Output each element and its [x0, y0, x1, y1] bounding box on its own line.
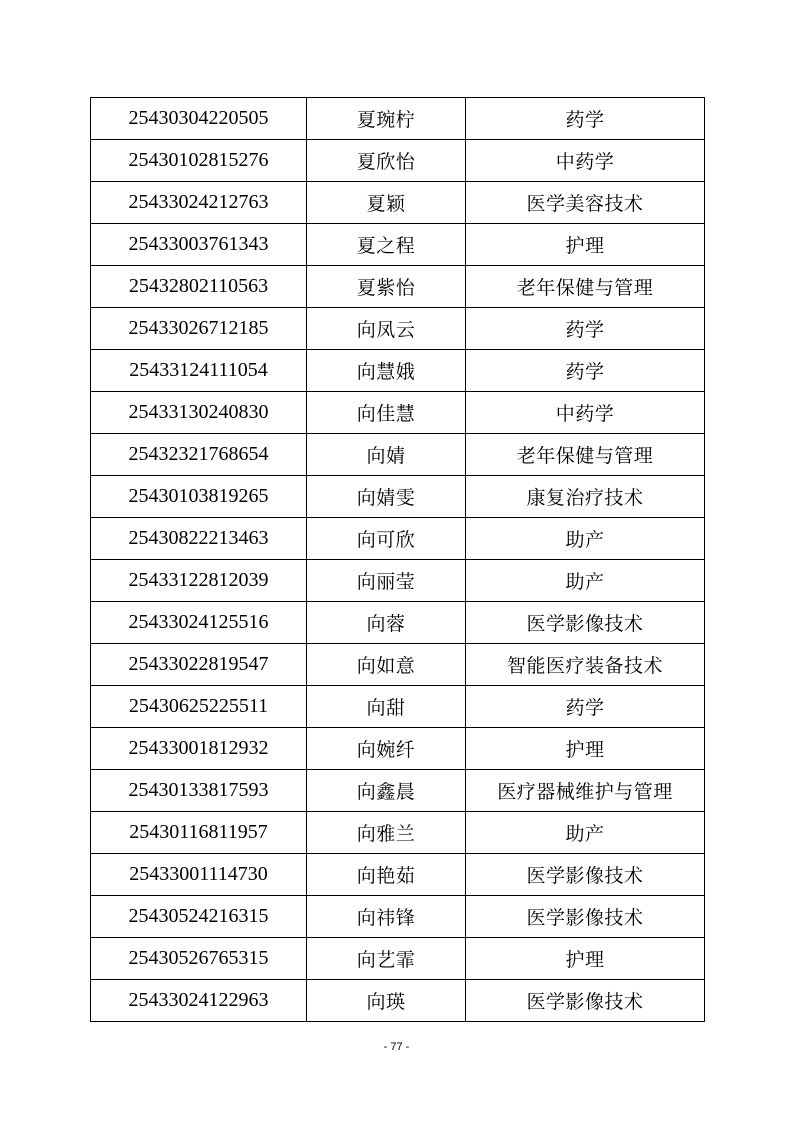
exam-id-cell: 25433130240830: [91, 392, 307, 434]
major-cell: 中药学: [466, 140, 705, 182]
table-row: [91, 182, 705, 224]
student-name-cell: 夏欣怡: [307, 140, 466, 182]
exam-id-cell: 25433124111054: [91, 350, 307, 392]
exam-id-cell: 25430526765315: [91, 938, 307, 980]
student-name-cell: 向婉纤: [307, 728, 466, 770]
roster-body: [91, 98, 705, 1022]
table-row: [91, 980, 705, 1022]
major-cell: 护理: [466, 728, 705, 770]
major-cell: 医学影像技术: [466, 602, 705, 644]
exam-id-cell: 25432802110563: [91, 266, 307, 308]
major-cell: 助产: [466, 518, 705, 560]
exam-id-cell: 25430116811957: [91, 812, 307, 854]
table-row: [91, 896, 705, 938]
table-row: [91, 518, 705, 560]
exam-id-cell: 25430304220505: [91, 98, 307, 140]
table-row: [91, 854, 705, 896]
table-row: [91, 728, 705, 770]
exam-id-cell: 25430625225511: [91, 686, 307, 728]
student-name-cell: 向鑫晨: [307, 770, 466, 812]
exam-id-cell: 25433024125516: [91, 602, 307, 644]
exam-id-cell: 25430822213463: [91, 518, 307, 560]
table-row: [91, 224, 705, 266]
major-cell: 医学美容技术: [466, 182, 705, 224]
student-name-cell: 向甜: [307, 686, 466, 728]
exam-id-cell: 25432321768654: [91, 434, 307, 476]
major-cell: 助产: [466, 560, 705, 602]
exam-id-cell: 25430103819265: [91, 476, 307, 518]
student-name-cell: 向艺霏: [307, 938, 466, 980]
student-name-cell: 向蓉: [307, 602, 466, 644]
student-roster-table: [90, 97, 705, 1022]
major-cell: 药学: [466, 350, 705, 392]
student-name-cell: 向雅兰: [307, 812, 466, 854]
table-row: [91, 644, 705, 686]
student-name-cell: 向如意: [307, 644, 466, 686]
table-row: [91, 98, 705, 140]
major-cell: 老年保健与管理: [466, 434, 705, 476]
major-cell: 老年保健与管理: [466, 266, 705, 308]
table-row: [91, 476, 705, 518]
exam-id-cell: 25433122812039: [91, 560, 307, 602]
major-cell: 医学影像技术: [466, 896, 705, 938]
student-name-cell: 向丽莹: [307, 560, 466, 602]
table-row: [91, 140, 705, 182]
major-cell: 药学: [466, 686, 705, 728]
student-name-cell: 夏之程: [307, 224, 466, 266]
student-name-cell: 向佳慧: [307, 392, 466, 434]
table-row: [91, 686, 705, 728]
student-name-cell: 向慧娥: [307, 350, 466, 392]
table-row: [91, 938, 705, 980]
exam-id-cell: 25430133817593: [91, 770, 307, 812]
major-cell: 药学: [466, 98, 705, 140]
table-row: [91, 266, 705, 308]
student-name-cell: 向婧: [307, 434, 466, 476]
student-name-cell: 夏颖: [307, 182, 466, 224]
exam-id-cell: 25433003761343: [91, 224, 307, 266]
student-name-cell: 向婧雯: [307, 476, 466, 518]
table-row: [91, 434, 705, 476]
exam-id-cell: 25433026712185: [91, 308, 307, 350]
major-cell: 康复治疗技术: [466, 476, 705, 518]
major-cell: 智能医疗装备技术: [466, 644, 705, 686]
major-cell: 助产: [466, 812, 705, 854]
major-cell: 中药学: [466, 392, 705, 434]
exam-id-cell: 25433001812932: [91, 728, 307, 770]
major-cell: 药学: [466, 308, 705, 350]
student-name-cell: 向艳茹: [307, 854, 466, 896]
table-row: [91, 350, 705, 392]
major-cell: 医学影像技术: [466, 854, 705, 896]
exam-id-cell: 25433001114730: [91, 854, 307, 896]
table-row: [91, 770, 705, 812]
student-name-cell: 向祎锋: [307, 896, 466, 938]
major-cell: 医学影像技术: [466, 980, 705, 1022]
student-name-cell: 夏紫怡: [307, 266, 466, 308]
student-name-cell: 向凤云: [307, 308, 466, 350]
table-row: [91, 602, 705, 644]
table-row: [91, 308, 705, 350]
exam-id-cell: 25433022819547: [91, 644, 307, 686]
table-row: [91, 392, 705, 434]
student-name-cell: 向可欣: [307, 518, 466, 560]
major-cell: 医疗器械维护与管理: [466, 770, 705, 812]
table-row: [91, 560, 705, 602]
exam-id-cell: 25433024212763: [91, 182, 307, 224]
major-cell: 护理: [466, 224, 705, 266]
student-name-cell: 夏琬柠: [307, 98, 466, 140]
exam-id-cell: 25430102815276: [91, 140, 307, 182]
exam-id-cell: 25433024122963: [91, 980, 307, 1022]
major-cell: 护理: [466, 938, 705, 980]
page-number: - 77 -: [383, 1041, 410, 1053]
table-row: [91, 812, 705, 854]
student-name-cell: 向瑛: [307, 980, 466, 1022]
exam-id-cell: 25430524216315: [91, 896, 307, 938]
